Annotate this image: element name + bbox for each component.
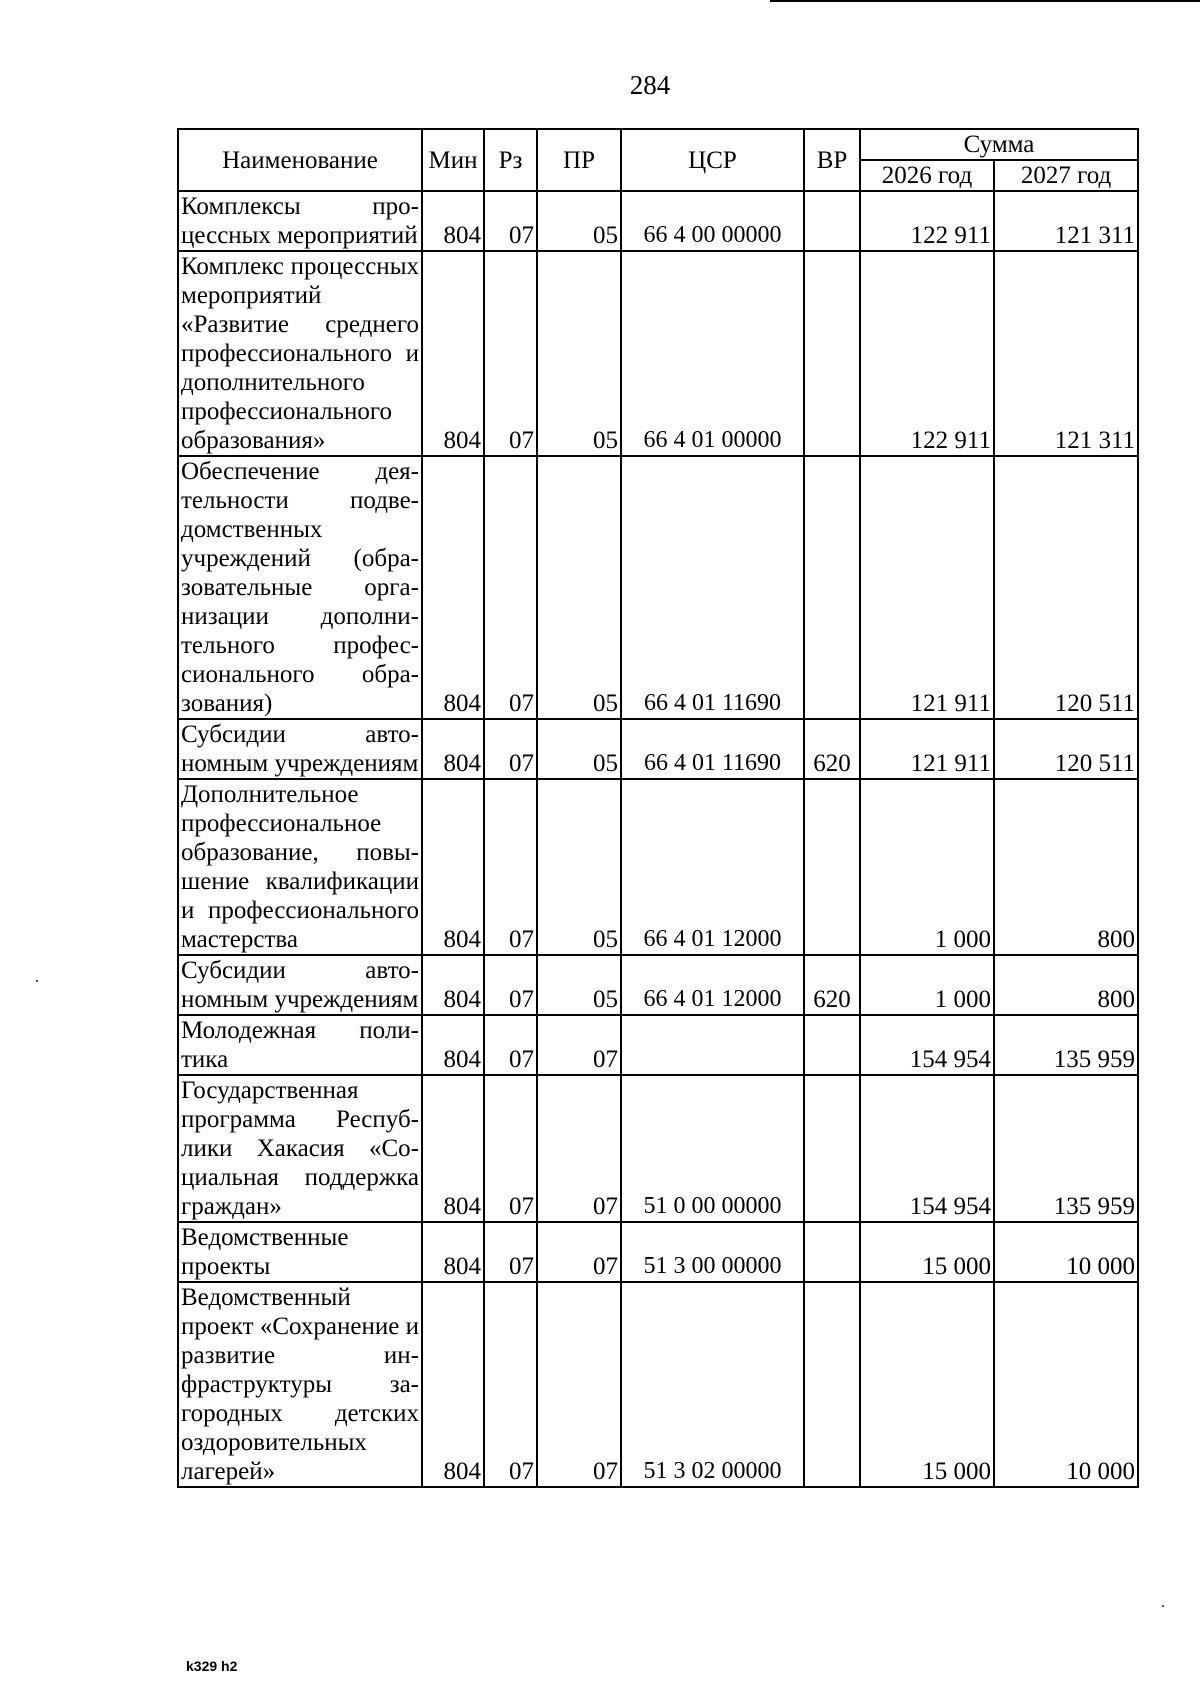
cell-amount-2027: 121 311 — [994, 191, 1138, 251]
cell-rz: 07 — [484, 719, 537, 779]
cell-min: 804 — [422, 719, 484, 779]
cell-amount-2027: 120 511 — [994, 456, 1138, 719]
cell-csr: 66 4 01 12000 — [621, 779, 804, 955]
top-scan-rule — [770, 0, 1200, 2]
cell-name: Государственная программа Республики Хакасия «Социальная поддержка граждан» — [178, 1075, 422, 1222]
cell-min: 804 — [422, 456, 484, 719]
header-name: Наименование — [178, 129, 422, 191]
cell-csr: 66 4 01 00000 — [621, 251, 804, 456]
cell-name: Молодежная политика — [178, 1015, 422, 1075]
cell-vr — [804, 1282, 860, 1487]
table-row — [178, 719, 1138, 779]
cell-vr — [804, 1222, 860, 1282]
cell-pr: 05 — [537, 251, 621, 456]
header-year-2026: 2026 год — [860, 160, 994, 191]
cell-amount-2026: 122 911 — [860, 251, 994, 456]
cell-csr: 51 3 02 00000 — [621, 1282, 804, 1487]
cell-name: Субсидии автономным учреждениям — [178, 719, 422, 779]
cell-vr — [804, 251, 860, 456]
cell-amount-2026: 122 911 — [860, 191, 994, 251]
cell-pr: 05 — [537, 955, 621, 1015]
footer-code: k329 h2 — [186, 1658, 238, 1674]
cell-min: 804 — [422, 251, 484, 456]
cell-pr: 05 — [537, 191, 621, 251]
cell-csr: 66 4 01 12000 — [621, 955, 804, 1015]
cell-amount-2027: 121 311 — [994, 251, 1138, 456]
cell-amount-2027: 800 — [994, 779, 1138, 955]
cell-amount-2027: 10 000 — [994, 1282, 1138, 1487]
cell-vr — [804, 191, 860, 251]
cell-amount-2026: 121 911 — [860, 456, 994, 719]
table-row — [178, 955, 1138, 1015]
budget-table — [177, 128, 1139, 1488]
cell-amount-2026: 1 000 — [860, 779, 994, 955]
cell-csr: 51 3 00 00000 — [621, 1222, 804, 1282]
cell-rz: 07 — [484, 1222, 537, 1282]
table-row — [178, 779, 1138, 955]
cell-amount-2027: 135 959 — [994, 1075, 1138, 1222]
cell-amount-2026: 121 911 — [860, 719, 994, 779]
cell-rz: 07 — [484, 1075, 537, 1222]
table-row — [178, 1015, 1138, 1075]
cell-rz: 07 — [484, 955, 537, 1015]
cell-min: 804 — [422, 1282, 484, 1487]
cell-name: Ведомственные проекты — [178, 1222, 422, 1282]
cell-rz: 07 — [484, 1015, 537, 1075]
cell-rz: 07 — [484, 251, 537, 456]
header-csr: ЦСР — [621, 129, 804, 191]
header-vr: ВР — [804, 129, 860, 191]
cell-vr — [804, 779, 860, 955]
header-min: Мин — [422, 129, 484, 191]
cell-amount-2026: 15 000 — [860, 1282, 994, 1487]
cell-rz: 07 — [484, 456, 537, 719]
cell-name: Ведомственный проект «Сохранение и развитие инфраструктуры загородных детских оздоровительных лагерей» — [178, 1282, 422, 1487]
cell-amount-2027: 10 000 — [994, 1222, 1138, 1282]
cell-name: Комплексы процессных мероприятий — [178, 191, 422, 251]
header-pr: ПР — [537, 129, 621, 191]
table-row — [178, 251, 1138, 456]
table-row — [178, 1075, 1138, 1222]
cell-vr: 620 — [804, 719, 860, 779]
cell-rz: 07 — [484, 1282, 537, 1487]
cell-rz: 07 — [484, 779, 537, 955]
header-sum: Сумма — [860, 129, 1138, 160]
cell-min: 804 — [422, 1075, 484, 1222]
cell-min: 804 — [422, 779, 484, 955]
cell-vr — [804, 1075, 860, 1222]
cell-csr: 66 4 01 11690 — [621, 719, 804, 779]
cell-min: 804 — [422, 1015, 484, 1075]
cell-min: 804 — [422, 191, 484, 251]
cell-amount-2026: 1 000 — [860, 955, 994, 1015]
cell-amount-2026: 15 000 — [860, 1222, 994, 1282]
cell-pr: 07 — [537, 1075, 621, 1222]
cell-name: Обеспечение деятельности подведомственных учреждений (образовательные организации дополнительного профессионального образования) — [178, 456, 422, 719]
cell-vr: 620 — [804, 955, 860, 1015]
table-body — [178, 191, 1138, 1487]
cell-vr — [804, 456, 860, 719]
cell-csr: 66 4 00 00000 — [621, 191, 804, 251]
cell-pr: 07 — [537, 1282, 621, 1487]
scan-speck — [1162, 1605, 1164, 1607]
cell-pr: 05 — [537, 456, 621, 719]
cell-csr: 51 0 00 00000 — [621, 1075, 804, 1222]
cell-rz: 07 — [484, 191, 537, 251]
page-number: 284 — [629, 70, 671, 100]
table-row — [178, 1222, 1138, 1282]
cell-vr — [804, 1015, 860, 1075]
scan-speck — [36, 980, 38, 982]
cell-name: Комплекс процессных мероприятий «Развитие среднего профессионального и дополнительного профессионального образования» — [178, 251, 422, 456]
cell-min: 804 — [422, 955, 484, 1015]
header-year-2027: 2027 год — [994, 160, 1138, 191]
header-rz: Рз — [484, 129, 537, 191]
cell-pr: 07 — [537, 1015, 621, 1075]
table-row — [178, 456, 1138, 719]
cell-csr — [621, 1015, 804, 1075]
cell-pr: 05 — [537, 779, 621, 955]
cell-amount-2027: 135 959 — [994, 1015, 1138, 1075]
cell-amount-2026: 154 954 — [860, 1015, 994, 1075]
cell-csr: 66 4 01 11690 — [621, 456, 804, 719]
cell-amount-2027: 120 511 — [994, 719, 1138, 779]
cell-pr: 07 — [537, 1222, 621, 1282]
cell-amount-2027: 800 — [994, 955, 1138, 1015]
cell-amount-2026: 154 954 — [860, 1075, 994, 1222]
cell-min: 804 — [422, 1222, 484, 1282]
cell-pr: 05 — [537, 719, 621, 779]
table-row — [178, 191, 1138, 251]
cell-name: Субсидии автономным учреждениям — [178, 955, 422, 1015]
cell-name: Дополнительное профессиональное образование, повышение квалификации и профессионального мастерства — [178, 779, 422, 955]
table-row — [178, 1282, 1138, 1487]
